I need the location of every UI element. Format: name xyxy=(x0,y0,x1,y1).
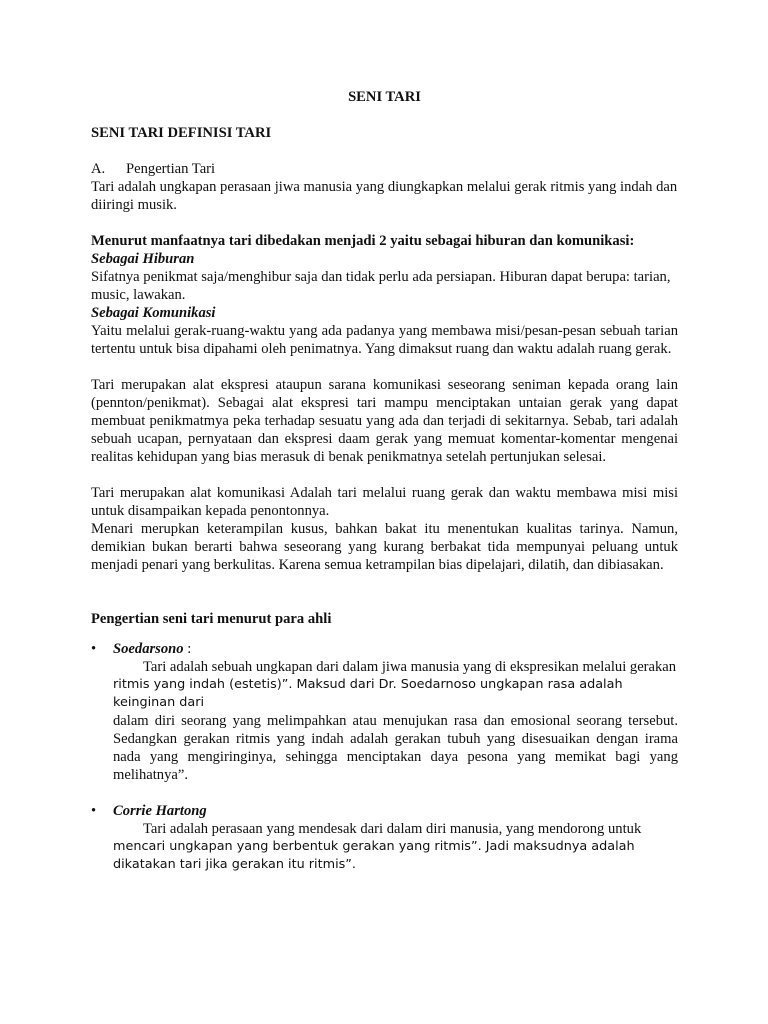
section-a-text: Tari adalah ungkapan perasaan jiwa manusia yang diungkapkan melalui gerak ritmis yang indah dan diiringi musik. xyxy=(91,179,678,213)
hiburan-text: Sifatnya penikmat saja/menghibur saja dan tidak perlu ada persiapan. Hiburan dapat berupa: tarian, music, lawakan. xyxy=(91,269,671,303)
doc-title: SENI TARI xyxy=(348,89,421,105)
ahli-quote-line2: ritmis yang indah (estetis)”. Maksud dari Dr. Soedarnoso ungkapan rasa adalah keinginan dari xyxy=(113,677,623,710)
section-a-title: Pengertian Tari xyxy=(126,161,216,177)
ahli-name: Soedarsono xyxy=(113,641,184,657)
ahli-quote-rest: mencari ungkapan yang berbentuk gerakan yang ritmis”. Jadi maksudnya adalah dikatakan tari jika gerakan itu ritmis”. xyxy=(113,839,635,872)
ahli-quote-line1: Tari adalah sebuah ungkapan dari dalam jiwa manusia yang di ekspresikan melalui gerakan xyxy=(143,659,677,675)
ahli-name-suffix: : xyxy=(183,641,192,657)
ahli-quote-line1: Tari adalah perasaan yang mendesak dari dalam diri manusia, yang mendorong untuk xyxy=(143,821,642,837)
paragraph-keterampilan: Menari merupkan keterampilan kusus, bahkan bakat itu menentukan kualitas tarinya. Namun, demikian bukan berarti bahwa seseorang yang kurang berbakat tida mempunyai peluang untuk menjadi penari yang berkulitas. Karena semua ketrampilan bias dipelajari, dilatih, dan dibiasakan. xyxy=(91,521,678,573)
section-a-marker: A. xyxy=(91,161,106,177)
paragraph-komunikasi: Tari merupakan alat komunikasi Adalah tari melalui ruang gerak dan waktu membawa misi misi untuk disampaikan kepada penontonnya. xyxy=(91,485,678,519)
paragraph-ekspresi: Tari merupakan alat ekspresi ataupun sarana komunikasi seseorang seniman kepada orang lain (pennton/penikmat). Sebagai alat ekspresi tari mampu menciptakan untaian gerak yang dapat membuat penikmatmya peka terhadap sesuatu yang ada dan terjadi di sekitarnya. Sebab, tari adalah sebuah ucapan, pernyataan dan ekspresi daam gerak yang memuat komentar-komentar mengenai realitas kehidupan yang bias merasuk di benak penikmatnya setelah pertunjukan selesai. xyxy=(91,377,678,465)
bullet-icon: • xyxy=(91,641,97,657)
ahli-heading: Pengertian seni tari menurut para ahli xyxy=(91,611,332,627)
komunikasi-label: Sebagai Komunikasi xyxy=(91,305,216,321)
ahli-item-soedarsono xyxy=(91,640,678,784)
doc-subtitle: SENI TARI DEFINISI TARI xyxy=(91,125,272,141)
ahli-name: Corrie Hartong xyxy=(113,803,207,819)
hiburan-label: Sebagai Hiburan xyxy=(91,251,195,267)
bullet-icon: • xyxy=(91,803,97,819)
ahli-item-corrie-hartong xyxy=(91,802,678,874)
manfaat-heading: Menurut manfaatnya tari dibedakan menjadi 2 yaitu sebagai hiburan dan komunikasi: xyxy=(91,233,635,249)
document-page xyxy=(91,88,678,874)
section-a-heading xyxy=(91,160,678,178)
komunikasi-text: Yaitu melalui gerak-ruang-waktu yang ada padanya yang membawa misi/pesan-pesan sebuah tarian tertentu untuk bisa dipahami oleh penimatnya. Yang dimaksut ruang dan waktu adalah ruang gerak. xyxy=(91,323,678,357)
ahli-quote-rest: dalam diri seorang yang melimpahkan atau menujukan rasa dan emosional seorang tersebut. Sedangkan gerakan ritmis yang indah adalah gerakan tubuh yang disesuaikan dengan irama nada yang mengiringinya, sehingga menciptakan daya pesona yang memikat bagi yang melihatnya”. xyxy=(113,713,678,783)
